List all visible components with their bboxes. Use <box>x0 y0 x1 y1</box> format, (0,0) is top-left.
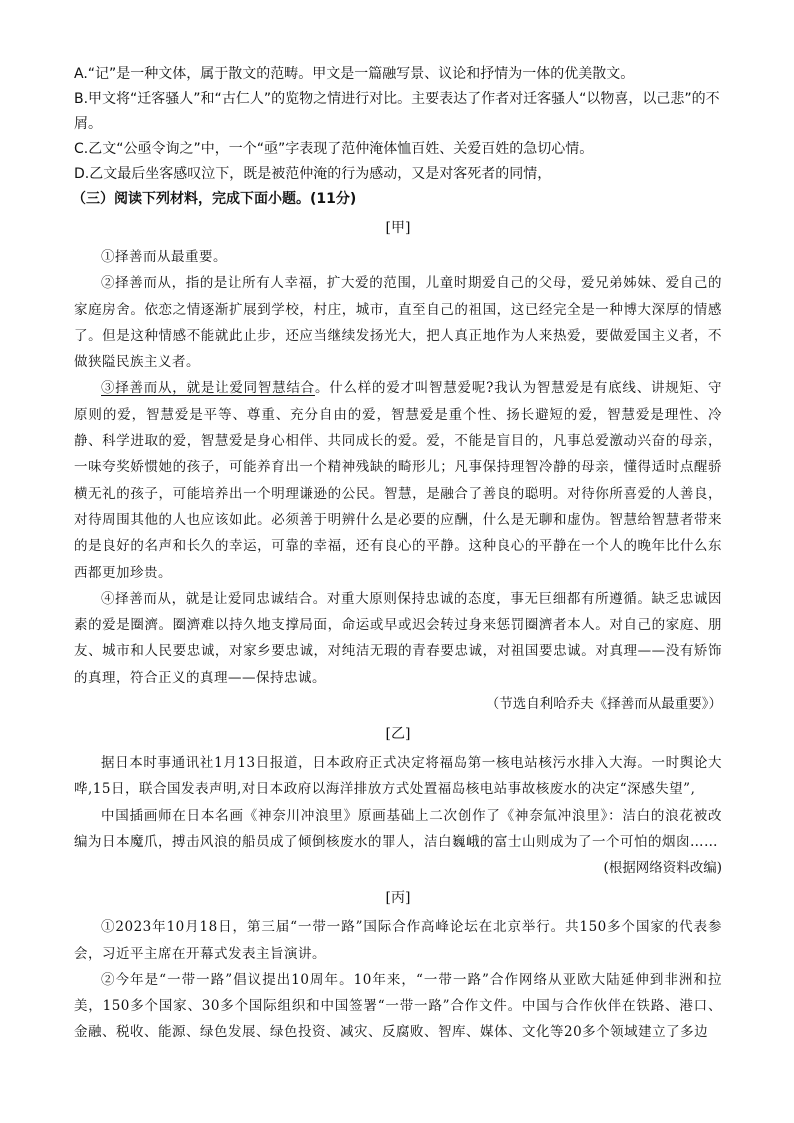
option-b: B.甲文将“迁客骚人”和“古仁人”的览物之情进行对比。主要表达了作者对迁客骚人“以物喜，以己悲”的不屑。 <box>74 91 720 132</box>
section-heading: （三）阅读下列材料，完成下面小题。(11分) <box>72 191 357 207</box>
jia-paragraph-2: ②择善而从，指的是让所有人幸福，扩大爱的范围，儿童时期爱自己的父母，爱兄弟姊妹、爱自己的家庭房舍。依恋之情逐渐扩展到学校，村庄，城市，直至自己的祖国，这已经完全是一种博大深厚的情感了。但是这种情感不能就此止步，还应当继续发扬光大，把人真正地作为人来热爱，要做爱国主义者，不做狭隘民族主义者。 <box>74 275 722 371</box>
option-c: C.乙文“公亟令询之”中，一个“亟”字表现了范仲淹体恤百姓、关爱百姓的急切心情。 <box>74 141 594 157</box>
yi-paragraph-2: 中国插画师在日本名画《神奈川冲浪里》原画基础上二次创作了《神奈氚冲浪里》：洁白的浪花被改编为日本魔爪，搏击风浪的船员成了倾倒核废水的罪人，洁白巍峨的富士山则成为了一个可怕的烟囱…… <box>74 807 722 850</box>
jia-paragraph-3-rest: 。什么样的爱才叫智慧爱呢?我认为智慧爱是有底线、讲规矩、守原则的爱，智慧爱是平等、尊重、充分自由的爱，智慧爱是重个性、扬长避短的爱，智慧爱是理性、冷静、科学进取的爱，智慧爱是身心相伴、共同成长的爱。爱，不能是盲目的，凡事总爱激动兴奋的母亲，一味夸奖娇惯她的孩子，可能养育出一个精神残缺的畸形儿；凡事保持理智冷静的母亲，懂得适时点醒骄横无礼的孩子，可能培养出一个明理谦逊的公民。智慧，是融合了善良的聪明。对待你所喜爱的人善良，对待周围其他的人也应该如此。必须善于明辨什么是必要的应酬，什么是无聊和虚伪。智慧给智慧者带来的是良好的名声和长久的幸运，可靠的幸福，还有良心的平静。这种良心的平静在一个人的晚年比什么东西都更加珍贵。 <box>74 380 723 581</box>
jia-paragraph-3 <box>74 375 722 585</box>
jia-paragraph-3-underlined: ③择善而从，就是让爱同智慧结合 <box>101 380 315 397</box>
bing-label: [丙] <box>385 890 411 907</box>
option-a: A.“记”是一种文体，属于散文的范畴。甲文是一篇融写景、议论和抒情为一体的优美散文。 <box>74 66 635 82</box>
document-content <box>74 62 722 1046</box>
bing-paragraph-1: ①2023年10月18日，第三届“一带一路”国际合作高峰论坛在北京举行。共150多个国家的代表参会，习近平主席在开幕式发表主旨演讲。 <box>74 919 722 962</box>
jia-source: （节选自利哈乔夫《择善而从最重要》） <box>485 696 722 713</box>
yi-source: (根据网络资料改编) <box>603 860 722 877</box>
jia-paragraph-1: ①择善而从最重要。 <box>101 249 227 265</box>
option-d: D.乙文最后坐客感叹泣下，既是被范仲淹的行为感动，又是对客死者的同情， <box>74 166 552 182</box>
yi-paragraph-1: 据日本时事通讯社1月13日报道，日本政府正式决定将福岛第一核电站核污水排入大海。一时舆论大哗,15日，联合国发表声明,对日本政府以海洋排放方式处置福岛核电站事故核废水的决定“深感失望”, <box>74 755 722 798</box>
jia-label: [甲] <box>385 220 411 236</box>
yi-label: [乙] <box>385 726 411 743</box>
jia-paragraph-4: ④择善而从，就是让爱同忠诚结合。对重大原则保持忠诚的态度，事无巨细都有所遵循。缺乏忠诚因素的爱是圈濟。圈濟难以持久地支撑局面，命运或早或迟会转过身来惩罚圈濟者本人。对自己的家庭、朋友、城市和人民要忠诚，对家乡要忠诚，对纯洁无瑕的青春要忠诚，对祖国要忠诚。对真理——没有矫饰的真理，符合正义的真理——保持忠诚。 <box>74 590 722 686</box>
bing-paragraph-2: ②今年是“一带一路”倡议提出10周年。10年来，“一带一路”合作网络从亚欧大陆延伸到非洲和拉美，150多个国家、30多个国际组织和中国签署“一带一路”合作文件。中国与合作伙伴在铁路、港口、金融、税收、能源、绿色发展、绿色投资、减灾、反腐败、智库、媒体、文化等20多个领域建立了多边 <box>74 971 722 1041</box>
